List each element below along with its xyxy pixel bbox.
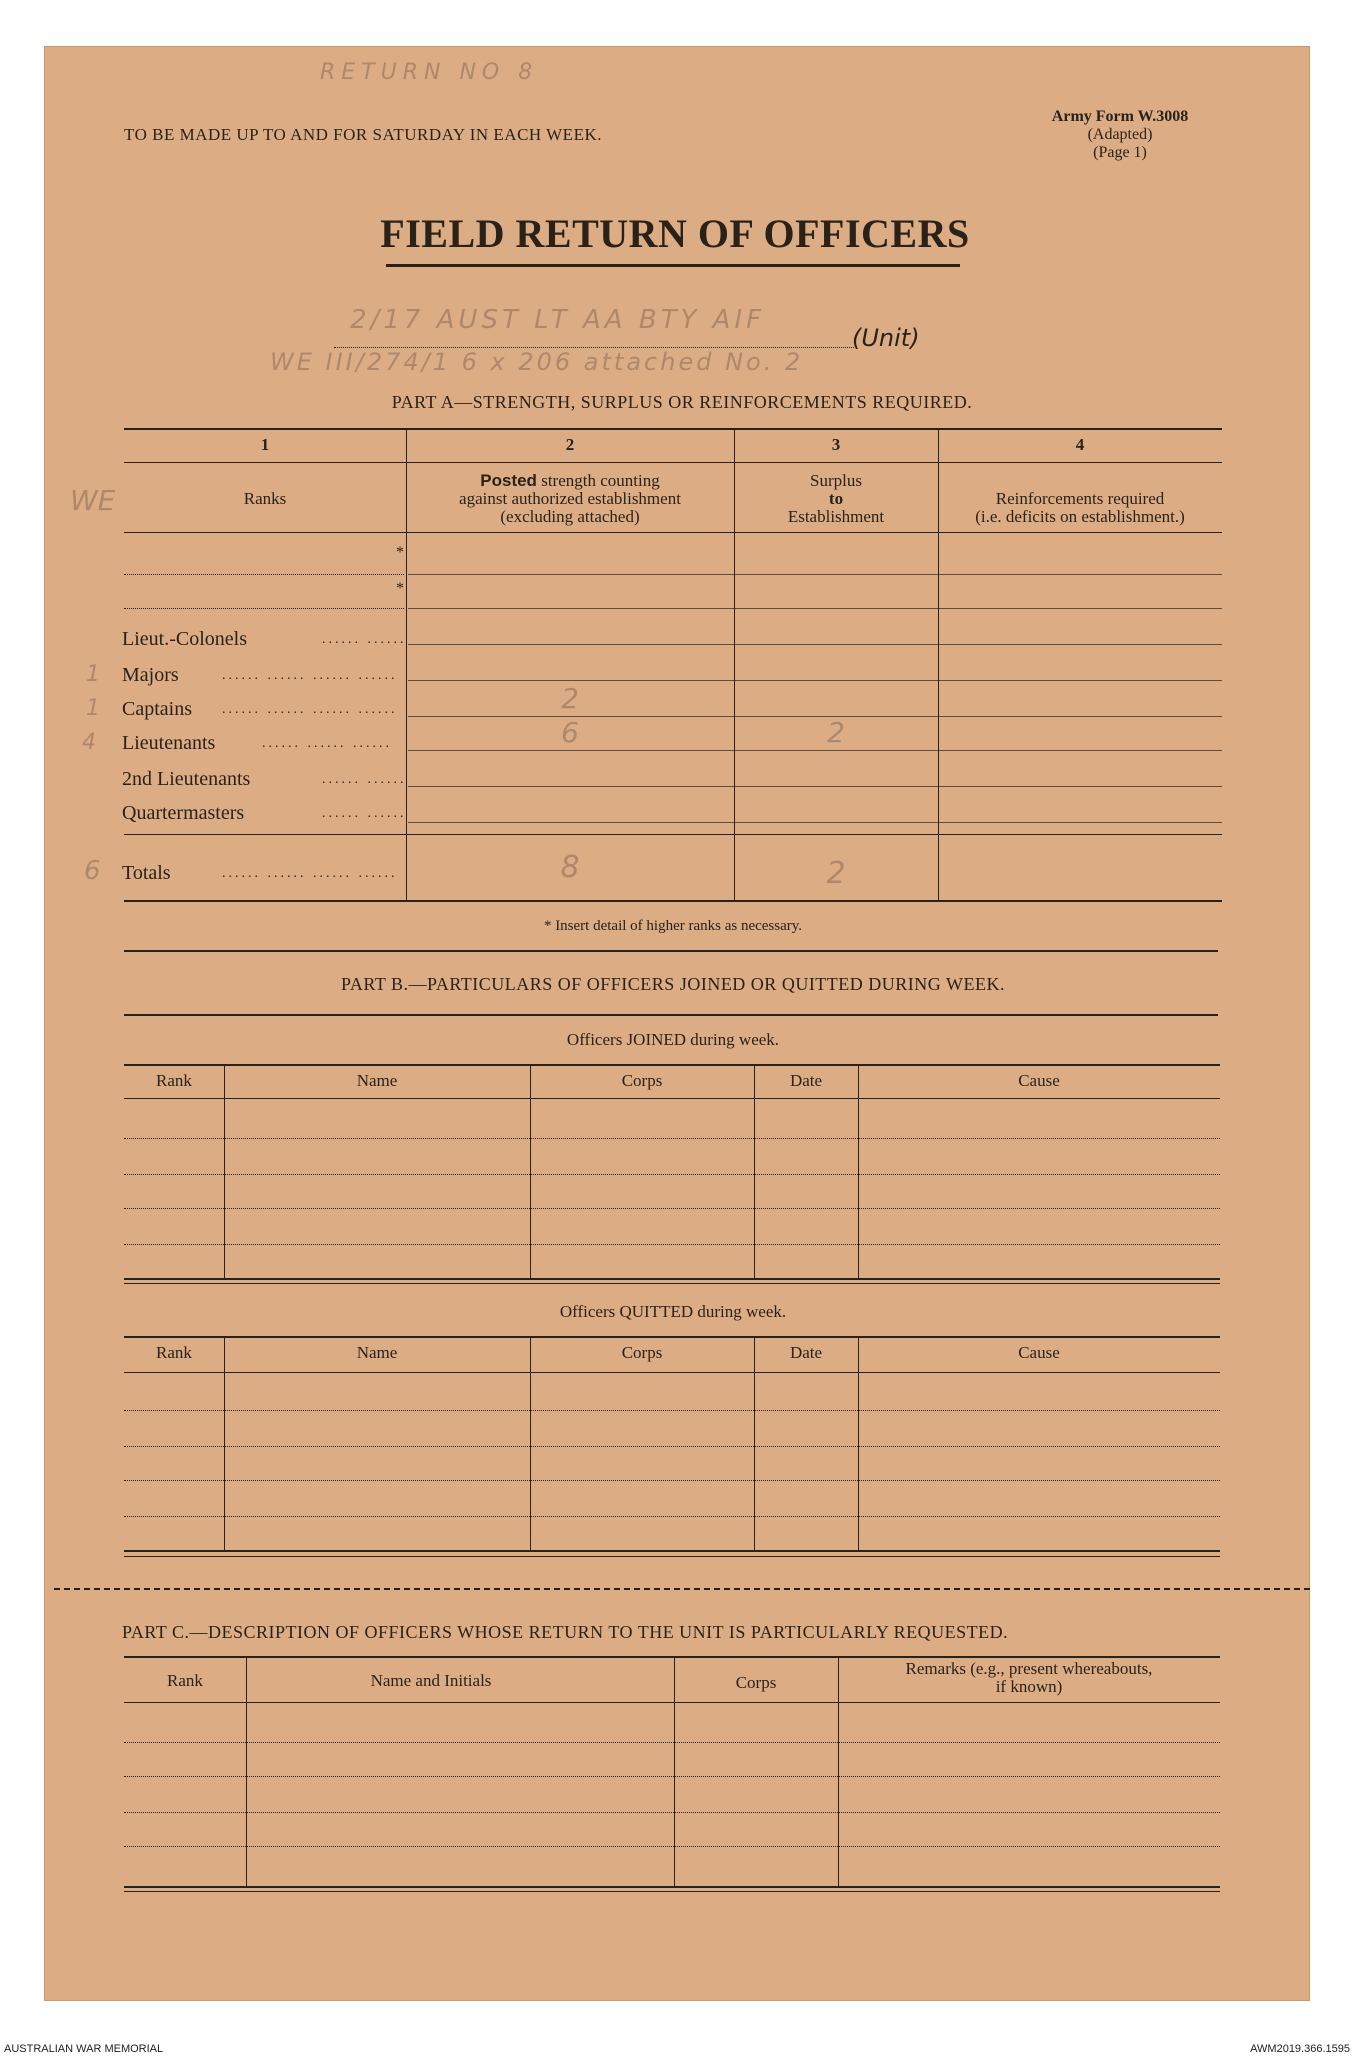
handwritten-we-label: WE xyxy=(70,484,116,517)
part-b-title: PART B.—PARTICULARS OF OFFICERS JOINED OR QUITTED DURING WEEK. xyxy=(341,974,1005,994)
rank-label: Quartermasters xyxy=(122,802,245,824)
part-a-footnote: * Insert detail of higher ranks as necessary. xyxy=(543,918,803,934)
quitted-col-corps: Corps xyxy=(621,1343,663,1362)
handwritten-we-reference: WE III/274/1 6 x 206 attached No. 2 xyxy=(270,348,804,376)
part-c-remarks-line1: Remarks (e.g., present whereabouts, xyxy=(905,1659,1153,1678)
quitted-vline-1 xyxy=(224,1338,225,1550)
form-page: (Page 1) xyxy=(1093,144,1147,161)
quitted-col-date: Date xyxy=(789,1343,823,1362)
part-c-header-line xyxy=(124,1702,1220,1703)
rank-we-value: 1 xyxy=(86,662,100,687)
quitted-row-line xyxy=(124,1480,1220,1481)
totals-label: Totals xyxy=(122,862,171,884)
joined-title: Officers JOINED during week. xyxy=(566,1030,780,1049)
col-number-1: 1 xyxy=(260,435,270,454)
col-number-4: 4 xyxy=(1075,435,1085,454)
part-c-col-remarks xyxy=(838,1660,1220,1696)
rank-label: Lieut.-Colonels xyxy=(122,628,247,650)
star-row-2: * xyxy=(396,580,404,597)
part-c-row-line xyxy=(124,1742,1220,1743)
rank-dots: ...... ...... ...... ...... xyxy=(222,668,398,683)
row-line-b xyxy=(408,608,1222,609)
title-underline xyxy=(386,264,960,267)
joined-header-line xyxy=(124,1098,1220,1099)
handwritten-unit: 2/17 AUST LT AA BTY AIF xyxy=(350,305,766,335)
joined-top-line xyxy=(124,1064,1220,1066)
col-surplus-line2: to xyxy=(828,489,844,508)
col-posted-header xyxy=(406,472,734,526)
joined-vline-4 xyxy=(858,1066,859,1278)
part-a-header-line xyxy=(124,532,1222,533)
totals-posted-value: 8 xyxy=(560,850,580,885)
col-posted-line1: strength counting xyxy=(541,471,660,490)
quitted-vline-3 xyxy=(754,1338,755,1550)
col-number-3: 3 xyxy=(831,435,841,454)
col-posted-bold: Posted xyxy=(480,471,537,490)
footer-left: AUSTRALIAN WAR MEMORIAL xyxy=(4,2043,164,2055)
quitted-col-cause: Cause xyxy=(1018,1343,1060,1362)
posted-value: 6 xyxy=(561,716,579,749)
unit-label: (Unit) xyxy=(852,324,920,352)
part-c-remarks-line2: if known) xyxy=(995,1677,1063,1696)
col-surplus-line3: Establishment xyxy=(787,507,885,526)
handwritten-return-number: RETURN NO 8 xyxy=(320,60,539,85)
part-b-title-line xyxy=(124,1014,1218,1016)
joined-row-line xyxy=(124,1138,1220,1139)
quitted-vline-4 xyxy=(858,1338,859,1550)
rank-we-value: 4 xyxy=(82,730,96,755)
joined-col-corps: Corps xyxy=(621,1071,663,1090)
header-instruction: TO BE MADE UP TO AND FOR SATURDAY IN EACH WEEK. xyxy=(124,125,602,144)
joined-row-line xyxy=(124,1208,1220,1209)
rank-we-value: 1 xyxy=(86,696,100,721)
col-surplus-header xyxy=(734,472,938,526)
joined-row-line xyxy=(124,1244,1220,1245)
totals-dots: ...... ...... ...... ...... xyxy=(222,866,398,881)
totals-surplus-value: 2 xyxy=(826,856,846,891)
joined-vline-3 xyxy=(754,1066,755,1278)
joined-vline-2 xyxy=(530,1066,531,1278)
joined-col-name: Name xyxy=(356,1071,398,1090)
quitted-col-rank: Rank xyxy=(156,1343,192,1362)
rank-dots: ...... ...... xyxy=(322,806,407,821)
star-row-2-line xyxy=(124,608,404,609)
joined-col-rank: Rank xyxy=(156,1071,192,1090)
footer-right: AWM2019.366.1595 xyxy=(1250,2043,1350,2055)
row-line-a xyxy=(408,574,1222,575)
row-line-d xyxy=(408,680,1222,681)
joined-col-date: Date xyxy=(789,1071,823,1090)
joined-bottom-line xyxy=(124,1278,1220,1280)
page-title: FIELD RETURN OF OFFICERS xyxy=(380,211,970,256)
row-line-g xyxy=(408,786,1222,787)
part-a-top-line xyxy=(124,428,1222,430)
row-line-h xyxy=(408,822,1222,823)
quitted-bottom-line xyxy=(124,1550,1220,1552)
rank-dots: ...... ...... ...... ...... xyxy=(222,702,398,717)
part-c-col-rank: Rank xyxy=(167,1671,203,1690)
quitted-bottom-line-2 xyxy=(124,1556,1220,1557)
part-a-number-line xyxy=(124,462,1222,463)
row-line-c xyxy=(408,644,1222,645)
joined-row-line xyxy=(124,1174,1220,1175)
surplus-value: 2 xyxy=(827,716,845,749)
rank-dots: ...... ...... xyxy=(322,632,407,647)
quitted-header-line xyxy=(124,1372,1220,1373)
rank-dots: ...... ...... ...... xyxy=(262,736,392,751)
part-c-bottom-line-2 xyxy=(124,1891,1220,1892)
row-line-f xyxy=(408,750,1222,751)
quitted-top-line xyxy=(124,1336,1220,1338)
part-a-title: PART A—STRENGTH, SURPLUS OR REINFORCEMENTS REQUIRED. xyxy=(391,392,973,412)
part-c-row-line xyxy=(124,1812,1220,1813)
part-c-bottom-line xyxy=(124,1886,1220,1888)
quitted-row-line xyxy=(124,1410,1220,1411)
quitted-title: Officers QUITTED during week. xyxy=(559,1302,787,1321)
part-c-top-line xyxy=(124,1656,1220,1658)
col-posted-line2: against authorized establishment xyxy=(459,489,681,508)
form-adapted: (Adapted) xyxy=(1087,126,1153,143)
rank-label: Lieutenants xyxy=(122,732,216,754)
quitted-row-line xyxy=(124,1516,1220,1517)
col-ranks-header: Ranks xyxy=(243,489,287,508)
col-posted-line3: (excluding attached) xyxy=(500,507,640,526)
rank-label: Captains xyxy=(122,698,192,720)
part-c-col-corps: Corps xyxy=(735,1673,777,1692)
col-number-2: 2 xyxy=(565,435,575,454)
joined-col-cause: Cause xyxy=(1018,1071,1060,1090)
quitted-col-name: Name xyxy=(356,1343,398,1362)
perforation-line xyxy=(54,1588,1310,1590)
col-reinforcements-header xyxy=(938,490,1222,526)
part-c-vline-1 xyxy=(246,1658,247,1886)
part-c-row-line xyxy=(124,1776,1220,1777)
part-c-col-name: Name and Initials xyxy=(370,1671,492,1690)
col-reinf-line2: (i.e. deficits on establishment.) xyxy=(975,507,1185,526)
col-surplus-line1: Surplus xyxy=(810,471,862,490)
totals-top-line xyxy=(124,834,1222,835)
quitted-vline-2 xyxy=(530,1338,531,1550)
part-c-title: PART C.—DESCRIPTION OF OFFICERS WHOSE RETURN TO THE UNIT IS PARTICULARLY REQUESTED. xyxy=(122,1622,1009,1642)
part-a-bottom-line xyxy=(124,900,1222,902)
part-a-footnote-line xyxy=(124,950,1218,952)
posted-value: 2 xyxy=(561,682,579,715)
totals-we-value: 6 xyxy=(84,856,101,886)
form-paper xyxy=(44,46,1310,2001)
star-row-1-line xyxy=(124,574,404,575)
joined-bottom-line-2 xyxy=(124,1283,1220,1284)
rank-label: Majors xyxy=(122,664,179,686)
rank-dots: ...... ...... xyxy=(322,772,407,787)
form-id: Army Form W.3008 xyxy=(1051,108,1189,125)
quitted-row-line xyxy=(124,1446,1220,1447)
joined-vline-1 xyxy=(224,1066,225,1278)
rank-label: 2nd Lieutenants xyxy=(122,768,251,790)
col-reinf-line1: Reinforcements required xyxy=(995,489,1165,508)
form-identifier xyxy=(1020,108,1220,162)
part-c-row-line xyxy=(124,1846,1220,1847)
star-row-1: * xyxy=(396,544,404,561)
part-c-vline-2 xyxy=(674,1658,675,1886)
